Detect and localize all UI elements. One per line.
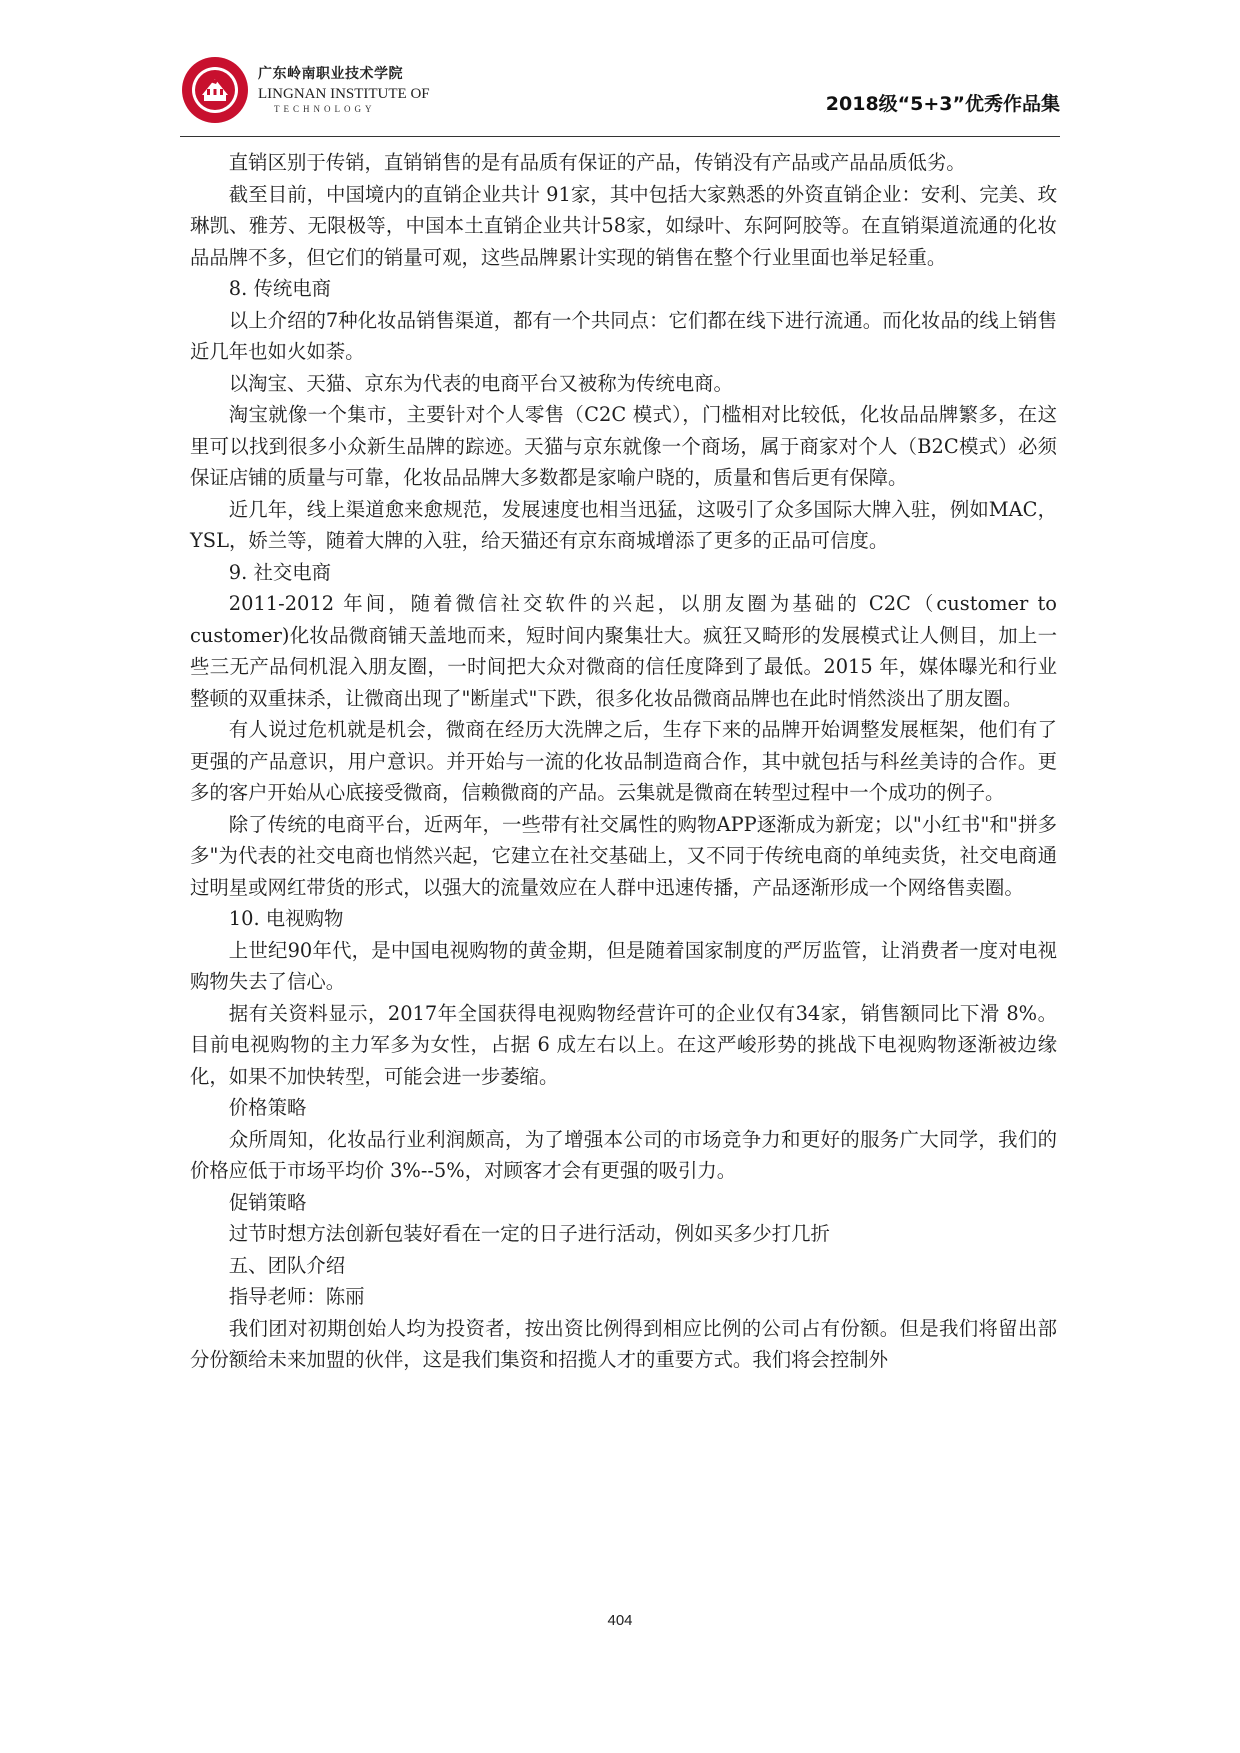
paragraph: 以淘宝、天猫、京东为代表的电商平台又被称为传统电商。 [228, 371, 733, 395]
institution-name [258, 63, 430, 114]
paragraph: 淘宝就像一个集市，主要针对个人零售（C2C 模式），门槛相对比较低，化妆品品牌繁多，在这里可以找到很多小众新生品牌的踪迹。天猫与京东就像一个商场，属于商家对个人（B2C模式）必须保证店铺的质量与可靠，化妆品品牌大多数都是家喻户晓的，质量和售后更有保障。 [190, 403, 1057, 489]
section-heading: 促销策略 [228, 1190, 307, 1214]
section-heading: 10. 电视购物 [228, 907, 344, 930]
paragraph: 直销区别于传销，直销销售的是有品质有保证的产品，传销没有产品或产品品质低劣。 [228, 151, 966, 174]
header-divider [180, 136, 1060, 137]
paragraph: 指导老师：陈丽 [228, 1285, 365, 1308]
institution-name-en-line2: TECHNOLOGY [274, 104, 376, 114]
institution-name-cn: 广东岭南职业技术学院 [258, 66, 403, 82]
paragraph: 众所周知，化妆品行业利润颇高，为了增强本公司的市场竞争力和更好的服务广大同学，我们的价格应低于市场平均价 3%--5%，对顾客才会有更强的吸引力。 [190, 1127, 1057, 1182]
section-heading: 8. 传统电商 [228, 277, 332, 300]
collection-title: 2018级“5+3”优秀作品集 [825, 93, 1060, 115]
body-text [190, 147, 1057, 1376]
paragraph: 以上介绍的7种化妆品销售渠道，都有一个共同点：它们都在线下进行流通。而化妆品的线上销售近几年也如火如荼。 [190, 308, 1057, 363]
page-header [180, 55, 1060, 125]
paragraph: 截至目前，中国境内的直销企业共计 91家，其中包括大家熟悉的外资直销企业：安利、完美、玫琳凯、雅芳、无限极等，中国本土直销企业共计58家，如绿叶、东阿阿胶等。在直销渠道流通的化妆品品牌不多，但它们的销量可观，这些品牌累计实现的销售在整个行业里面也举足轻重。 [190, 182, 1057, 269]
section-heading: 价格策略 [228, 1096, 307, 1119]
paragraph: 有人说过危机就是机会，微商在经历大洗牌之后，生存下来的品牌开始调整发展框架，他们有了更强的产品意识，用户意识。并开始与一流的化妆品制造商合作，其中就包括与科丝美诗的合作。更多的客户开始从心底接受微商，信赖微商的产品。云集就是微商在转型过程中一个成功的例子。 [190, 718, 1057, 804]
paragraph: 上世纪90年代，是中国电视购物的黄金期，但是随着国家制度的严厉监管，让消费者一度对电视购物失去了信心。 [190, 938, 1057, 993]
paragraph: 近几年，线上渠道愈来愈规范，发展速度也相当迅猛，这吸引了众多国际大牌入驻，例如MAC，YSL，娇兰等，随着大牌的入驻，给天猫还有京东商城增添了更多的正品可信度。 [190, 497, 1057, 552]
paragraph: 2011-2012 年间，随着微信社交软件的兴起，以朋友圈为基础的 C2C（customer to customer)化妆品微商铺天盖地而来，短时间内聚集壮大。疯狂又畸形的发展模式让人侧目，加上一些三无产品伺机混入朋友圈，一时间把大众对微商的信任度降到了最低。2015 年，媒体曝光和行业整顿的双重抹杀，让微商出现了"断崖式"下跌，很多化妆品微商品牌也在此时悄然淡出了朋友圈。 [190, 592, 1057, 710]
section-heading: 9. 社交电商 [228, 560, 332, 584]
paragraph: 除了传统的电商平台，近两年，一些带有社交属性的购物APP逐渐成为新宠；以"小红书"和"拼多多"为代表的社交电商也悄然兴起，它建立在社交基础上，又不同于传统电商的单纯卖货，社交电商通过明星或网红带货的形式，以强大的流量效应在人群中迅速传播，产品逐渐形成一个网络售卖圈。 [190, 812, 1057, 899]
section-heading: 五、团队介绍 [228, 1253, 346, 1277]
institute-seal-logo [180, 55, 250, 125]
paragraph: 我们团对初期创始人均为投资者，按出资比例得到相应比例的公司占有份额。但是我们将留出部分份额给未来加盟的伙伴，这是我们集资和招揽人才的重要方式。我们将会控制外 [190, 1316, 1057, 1371]
institution-name-en: LINGNAN INSTITUTE OF [258, 86, 430, 102]
paragraph: 过节时想方法创新包装好看在一定的日子进行活动，例如买多少打几折 [228, 1222, 830, 1245]
page-number: 404 [607, 1612, 633, 1629]
paragraph: 据有关资料显示，2017年全国获得电视购物经营许可的企业仅有34家，销售额同比下滑 8%。目前电视购物的主力军多为女性，占据 6 成左右以上。在这严峻形势的挑战下电视购物逐渐被边缘化，如果不加快转型，可能会进一步萎缩。 [190, 1001, 1057, 1088]
